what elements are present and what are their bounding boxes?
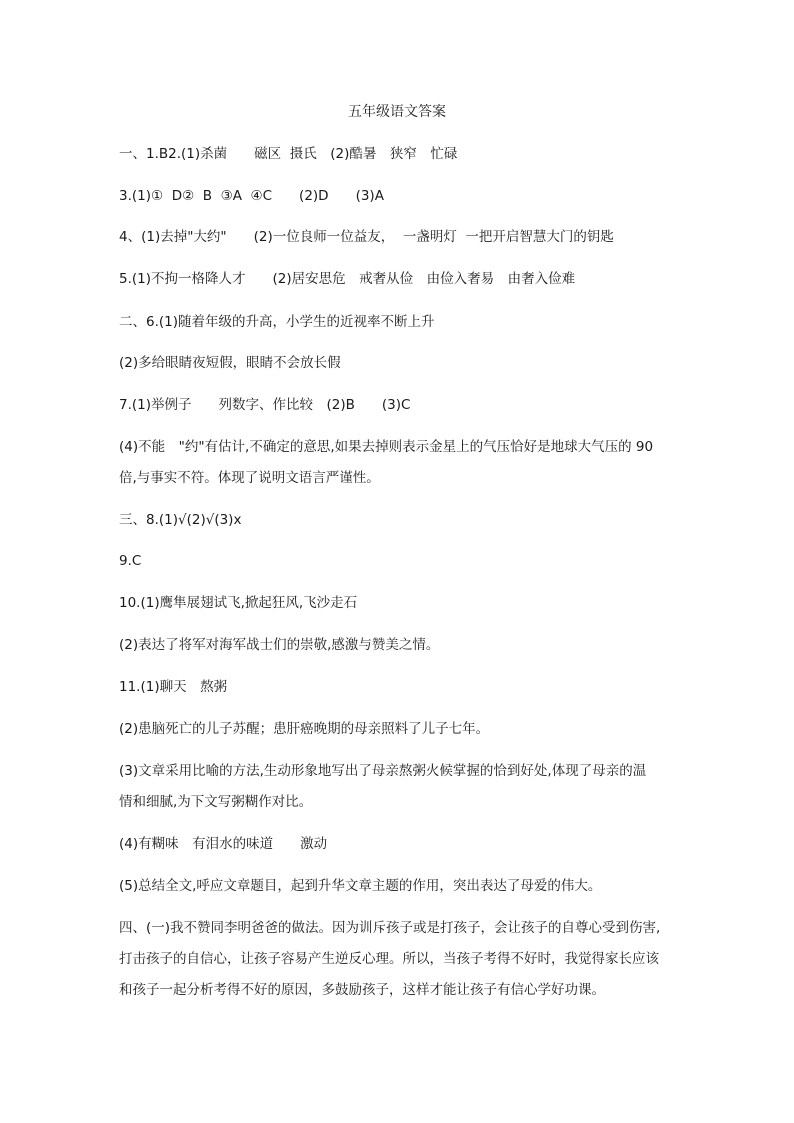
answer-line-2: 3.(1)① D② B ③A ④C (2)D (3)A <box>119 188 384 204</box>
answer-line-16: (3)文章采用比喻的方法,生动形象地写出了母亲熬粥火候掌握的恰到好处,体现了母亲的温 <box>119 763 647 779</box>
answer-line-13: (2)表达了将军对海军战士们的崇敬,感激与赞美之情。 <box>119 637 440 653</box>
answer-line-11: 9.C <box>119 553 142 569</box>
answer-line-17: 情和细腻,为下文写粥糊作对比。 <box>119 794 313 810</box>
answer-line-6: (2)多给眼睛夜短假，眼睛不会放长假 <box>119 355 341 371</box>
answer-line-12: 10.(1)鹰隼展翅试飞,掀起狂风,飞沙走石 <box>119 595 358 611</box>
answer-line-18: (4)有糊味 有泪水的味道 激动 <box>119 836 328 852</box>
answer-line-3: 4、(1)去掉"大约" (2)一位良师一位益友， 一盏明灯 一把开启智慧大门的钥匙 <box>119 229 614 245</box>
answer-line-5: 二、6.(1)随着年级的升高，小学生的近视率不断上升 <box>119 314 435 330</box>
answer-line-22: 和孩子一起分析考得不好的原因，多鼓励孩子，这样才能让孩子有信心学好功课。 <box>119 982 605 998</box>
answer-line-1: 一、1.B2.(1)杀菌 磁区 摄氏 (2)酷暑 狭窄 忙碌 <box>119 146 458 162</box>
answer-line-21: 打击孩子的自信心，让孩子容易产生逆反心理。所以，当孩子考得不好时，我觉得家长应该 <box>119 951 659 967</box>
answer-line-7: 7.(1)举例子 列数字、作比较 (2)B (3)C <box>119 397 411 413</box>
answer-line-14: 11.(1)聊天 熬粥 <box>119 679 228 695</box>
answer-line-4: 5.(1)不拘一格降人才 (2)居安思危 戒奢从俭 由俭入奢易 由奢入俭难 <box>119 271 576 287</box>
answer-line-20: 四、(一)我不赞同李明爸爸的做法。因为训斥孩子或是打孩子，会让孩子的自尊心受到伤害, <box>119 920 661 936</box>
answer-line-8: (4)不能 "约"有估计,不确定的意思,如果去掉则表示金星上的气压恰好是地球大气压的 90 <box>119 439 654 455</box>
answer-line-19: (5)总结全文,呼应文章题目，起到升华文章主题的作用，突出表达了母爱的伟大。 <box>119 878 602 894</box>
page-title: 五年级语文答案 <box>348 104 446 120</box>
answer-line-10: 三、8.(1)√(2)√(3)x <box>119 512 242 528</box>
answer-line-9: 倍,与事实不符。体现了说明文语言严谨性。 <box>119 470 380 486</box>
answer-line-15: (2)患脑死亡的儿子苏醒；患肝癌晚期的母亲照料了儿子七年。 <box>119 721 490 737</box>
